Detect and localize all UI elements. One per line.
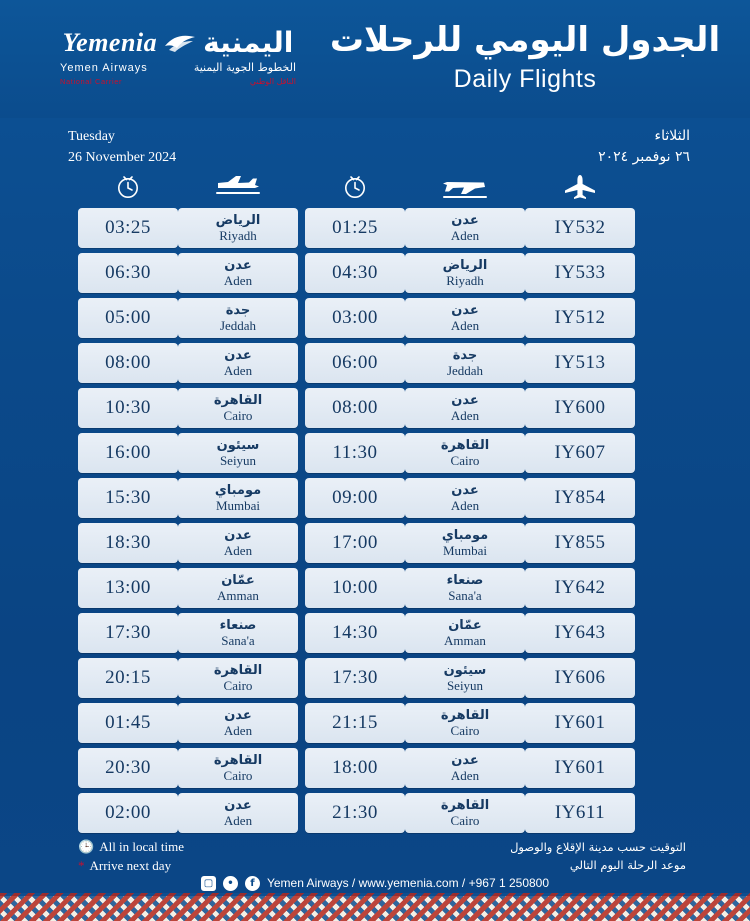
logo-subtitle [58, 61, 298, 74]
departure-city-en: Seiyun [219, 452, 257, 468]
departure-city [178, 658, 298, 698]
logo-sub-en: Yemen Airways [60, 61, 148, 74]
table-row [78, 568, 678, 608]
logo-tagline [58, 77, 298, 86]
arrival-city-en: Aden [450, 497, 480, 513]
logo-row [58, 26, 298, 59]
departure-city [178, 523, 298, 563]
arrival-city [405, 703, 525, 743]
plane-arrival-icon [405, 174, 525, 200]
arrival-time: 21:15 [305, 703, 405, 743]
arrival-city-en: Cairo [450, 812, 480, 828]
departure-city-en: Mumbai [215, 497, 261, 513]
departure-city-ar: جدة [225, 302, 251, 318]
table-row [78, 388, 678, 428]
page-title [300, 22, 750, 94]
table-row [78, 703, 678, 743]
departure-city-ar: عدن [224, 527, 252, 543]
arrival-city [405, 253, 525, 293]
flight-number: IY606 [525, 658, 635, 698]
note-local-time-ar: التوقيت حسب مدينة الإقلاع والوصول [510, 840, 686, 854]
departure-city-en: Aden [223, 272, 253, 288]
departure-city [178, 613, 298, 653]
departure-city-en: Aden [223, 542, 253, 558]
flight-number: IY600 [525, 388, 635, 428]
arrival-time: 18:00 [305, 748, 405, 788]
date-english [68, 126, 176, 168]
flight-number: IY601 [525, 748, 635, 788]
table-row [78, 613, 678, 653]
page-title-en: Daily Flights [453, 65, 597, 94]
departure-time: 08:00 [78, 343, 178, 383]
arrival-city-en: Aden [450, 227, 480, 243]
facebook-icon[interactable]: f [245, 876, 260, 891]
arrival-city-en: Amman [444, 632, 486, 648]
departure-time: 13:00 [78, 568, 178, 608]
page-title-ar: الجدول اليومي للرحلات [329, 20, 721, 60]
table-column-headers [78, 170, 678, 204]
departure-city-en: Sana'a [221, 632, 255, 648]
table-row [78, 253, 678, 293]
flight-number: IY513 [525, 343, 635, 383]
table-row [78, 343, 678, 383]
arrival-city-en: Cairo [450, 452, 480, 468]
clock-icon [78, 174, 178, 200]
note-local-time [78, 838, 184, 857]
date-arabic [598, 126, 690, 168]
arrival-city-en: Aden [450, 767, 480, 783]
arrival-city [405, 613, 525, 653]
departure-city-en: Riyadh [219, 227, 257, 243]
note-next-day-ar: موعد الرحلة اليوم التالي [569, 858, 686, 873]
notes-arabic [510, 838, 686, 875]
departure-city-ar: مومباي [214, 482, 262, 498]
departure-city-ar: القاهرة [213, 662, 263, 678]
arrival-city-ar: عدن [451, 752, 479, 768]
departure-time: 10:30 [78, 388, 178, 428]
arrival-city-ar: عدن [451, 392, 479, 408]
flight-number: IY643 [525, 613, 635, 653]
arrival-city-ar: جدة [452, 347, 478, 363]
arrival-city [405, 478, 525, 518]
bird-logo-icon [163, 32, 197, 54]
departure-city [178, 433, 298, 473]
arrival-city-en: Jeddah [446, 362, 484, 378]
table-row [78, 658, 678, 698]
departure-city [178, 208, 298, 248]
departure-time: 03:25 [78, 208, 178, 248]
clock-icon [305, 174, 405, 200]
departure-city-ar: عمّان [221, 572, 255, 588]
arrival-city [405, 658, 525, 698]
date-full-ar: ٢٦ نوفمبر ٢٠٢٤ [598, 149, 690, 165]
note-local-time-text: All in local time [99, 839, 185, 854]
arrival-city-ar: عمّان [448, 617, 482, 633]
departure-city-ar: سيئون [216, 437, 260, 453]
arrival-time: 08:00 [305, 388, 405, 428]
yemenia-logo [58, 26, 298, 86]
arrival-city-en: Cairo [450, 722, 480, 738]
departure-city [178, 298, 298, 338]
departure-city-ar: عدن [224, 347, 252, 363]
table-row [78, 298, 678, 338]
departure-time: 20:30 [78, 748, 178, 788]
contact-text: Yemen Airways / www.yemenia.com / +967 1 250800 [266, 876, 550, 890]
flight-rows [78, 208, 678, 833]
flight-number: IY855 [525, 523, 635, 563]
departure-time: 01:45 [78, 703, 178, 743]
departure-city-en: Cairo [223, 407, 253, 423]
departure-time: 06:30 [78, 253, 178, 293]
departure-time: 18:30 [78, 523, 178, 563]
departure-city-ar: عدن [224, 707, 252, 723]
arrival-city [405, 568, 525, 608]
flight-number: IY854 [525, 478, 635, 518]
departure-city-ar: الرياض [215, 212, 261, 228]
departure-city [178, 388, 298, 428]
arrival-city [405, 298, 525, 338]
notes-english [78, 838, 184, 876]
departure-city [178, 253, 298, 293]
arrival-time: 14:30 [305, 613, 405, 653]
arrival-time: 01:25 [305, 208, 405, 248]
date-full-en: 26 November 2024 [68, 150, 177, 165]
departure-city-en: Aden [223, 722, 253, 738]
departure-city-en: Aden [223, 362, 253, 378]
flight-number: IY512 [525, 298, 635, 338]
logo-name-en: Yemenia [62, 27, 158, 57]
departure-city-en: Amman [217, 587, 259, 603]
date-row [0, 126, 750, 172]
arrival-city-ar: القاهرة [440, 707, 490, 723]
departure-city [178, 793, 298, 833]
table-row [78, 523, 678, 563]
departure-city-ar: عدن [224, 797, 252, 813]
departure-city-ar: القاهرة [213, 752, 263, 768]
date-weekday-ar: الثلاثاء [654, 128, 690, 144]
logo-name-ar: اليمنية [203, 26, 294, 59]
arrival-city-en: Sana'a [448, 587, 482, 603]
note-star-icon: * [78, 857, 85, 873]
arrival-city [405, 523, 525, 563]
departure-city [178, 343, 298, 383]
flight-number: IY533 [525, 253, 635, 293]
arrival-city [405, 748, 525, 788]
instagram-icon[interactable]: ▢ [201, 876, 216, 891]
table-row [78, 478, 678, 518]
departure-city [178, 748, 298, 788]
arrival-time: 03:00 [305, 298, 405, 338]
arrival-time: 09:00 [305, 478, 405, 518]
departure-city-en: Jeddah [219, 317, 257, 333]
twitter-icon[interactable]: • [223, 876, 238, 891]
arrival-city-ar: مومباي [441, 527, 489, 543]
arrival-city-ar: سيئون [443, 662, 487, 678]
departure-time: 17:30 [78, 613, 178, 653]
table-row [78, 208, 678, 248]
departure-city [178, 478, 298, 518]
arrival-city [405, 208, 525, 248]
arrival-city-en: Seiyun [446, 677, 484, 693]
table-row [78, 748, 678, 788]
arrival-time: 11:30 [305, 433, 405, 473]
departure-time: 16:00 [78, 433, 178, 473]
arrival-city-ar: عدن [451, 302, 479, 318]
arrival-city-en: Aden [450, 317, 480, 333]
table-row [78, 793, 678, 833]
plane-departure-icon [178, 174, 298, 200]
arrival-city [405, 433, 525, 473]
contact-bar [0, 872, 750, 894]
arrival-city [405, 343, 525, 383]
flight-number: IY642 [525, 568, 635, 608]
departure-time: 20:15 [78, 658, 178, 698]
airplane-icon [525, 174, 635, 200]
flight-number: IY601 [525, 703, 635, 743]
departure-time: 15:30 [78, 478, 178, 518]
departure-time: 05:00 [78, 298, 178, 338]
flights-table [78, 170, 678, 838]
arrival-city-ar: عدن [451, 212, 479, 228]
arrival-city [405, 388, 525, 428]
departure-time: 02:00 [78, 793, 178, 833]
arrival-city [405, 793, 525, 833]
departure-city-en: Aden [223, 812, 253, 828]
flight-number: IY607 [525, 433, 635, 473]
departure-city-ar: عدن [224, 257, 252, 273]
arrival-city-ar: الرياض [442, 257, 488, 273]
note-clock-glyph-icon: 🕒 [78, 839, 95, 854]
arrival-time: 10:00 [305, 568, 405, 608]
arrival-time: 04:30 [305, 253, 405, 293]
arrival-city-en: Mumbai [442, 542, 488, 558]
poster-header [0, 0, 750, 118]
table-row [78, 433, 678, 473]
arrival-city-en: Riyadh [446, 272, 484, 288]
flight-number: IY611 [525, 793, 635, 833]
departure-city [178, 568, 298, 608]
arrival-city-ar: صنعاء [446, 572, 484, 588]
arrival-city-en: Aden [450, 407, 480, 423]
arrival-time: 17:30 [305, 658, 405, 698]
logo-tagline-en: National Carrier [60, 77, 123, 86]
arrival-city-ar: القاهرة [440, 797, 490, 813]
logo-sub-ar: الخطوط الجوية اليمنية [193, 61, 296, 74]
arrival-city-ar: القاهرة [440, 437, 490, 453]
arrival-time: 06:00 [305, 343, 405, 383]
flight-number: IY532 [525, 208, 635, 248]
departure-city [178, 703, 298, 743]
arrival-time: 21:30 [305, 793, 405, 833]
departure-city-ar: صنعاء [219, 617, 257, 633]
date-weekday-en: Tuesday [68, 129, 115, 144]
departure-city-en: Cairo [223, 677, 253, 693]
bottom-ornament [0, 893, 750, 921]
departure-city-en: Cairo [223, 767, 253, 783]
logo-tagline-ar: الناقل الوطني [249, 77, 296, 86]
arrival-time: 17:00 [305, 523, 405, 563]
departure-city-ar: القاهرة [213, 392, 263, 408]
arrival-city-ar: عدن [451, 482, 479, 498]
note-next-day-text: Arrive next day [89, 857, 172, 873]
